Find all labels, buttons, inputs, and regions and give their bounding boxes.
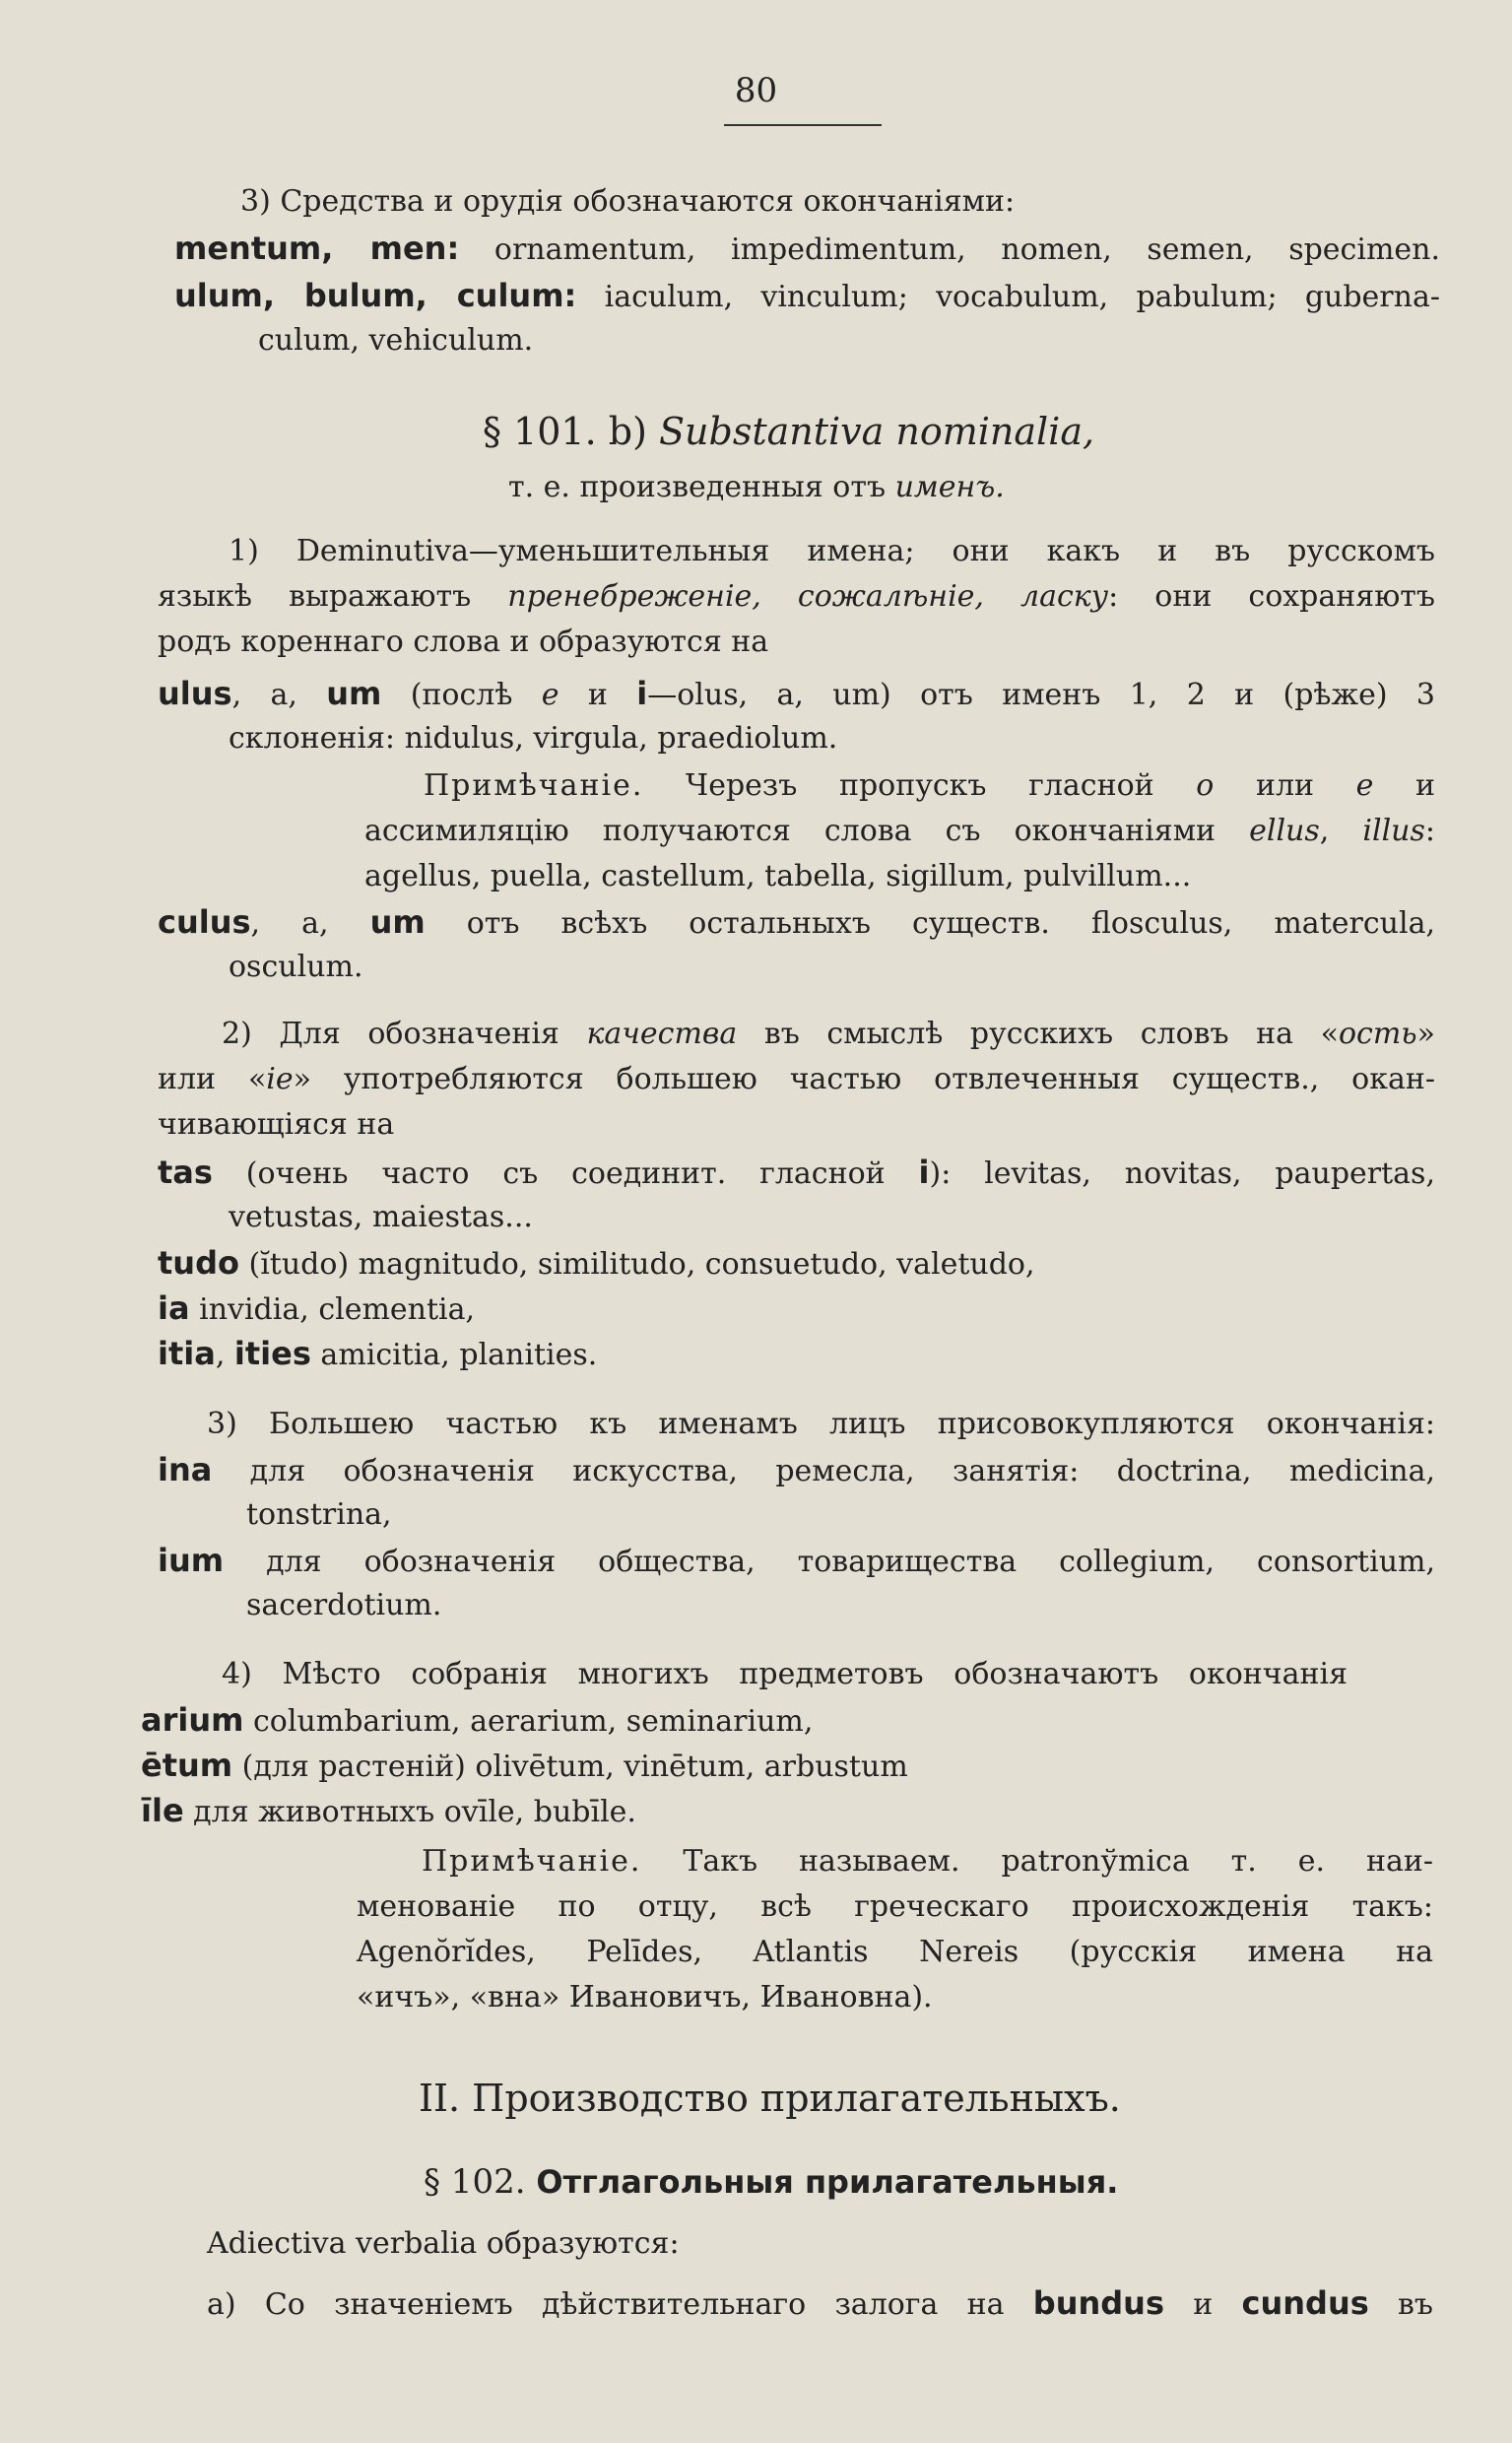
note-2-line-2: менованіе по отцу, всѣ греческаго происхожденія такъ: (357, 1889, 1433, 1924)
ia-line: ia invidia, clementia, (158, 1289, 476, 1327)
tas-line: tas (очень часто съ соединит. гласной i): levitas, novitas, paupertas, (158, 1154, 1435, 1191)
ium-line: ium для обозначенія общества, товарищества collegium, consortium, (158, 1542, 1435, 1579)
ulum-line: ulum, bulum, culum: iaculum, vinculum; vocabulum, pabulum; guberna- (174, 277, 1440, 314)
tas-line-cont: vetustas, maiestas... (229, 1200, 533, 1234)
ulus-line-cont: склоненія: nidulus, virgula, praediolum. (229, 721, 838, 756)
note-2-line-4: «ичъ», «вна» Ивановичъ, Ивановна). (357, 1980, 933, 2014)
etum-line: ētum (для растеній) olivētum, vinētum, arbustum (141, 1747, 908, 1784)
ulum-line-cont: culum, vehiculum. (258, 323, 534, 358)
page-number-rule (724, 124, 882, 126)
instruments-intro: 3) Средства и орудія обозначаются окончаніями: (240, 184, 1016, 219)
place-line-1: 4) Мѣсто собранія многихъ предметовъ обозначаютъ окончанія (222, 1657, 1348, 1691)
deminutiva-line-1: 1) Deminutiva—уменьшительныя имена; они какъ и въ русскомъ (229, 534, 1435, 568)
quality-line-1: 2) Для обозначенія качества въ смыслѣ русскихъ словъ на «ость» (222, 1017, 1436, 1051)
bundus-line: a) Со значеніемъ дѣйствительнаго залога на bundus и cundus въ (207, 2284, 1433, 2322)
deminutiva-line-3: родъ кореннаго слова и образуются на (158, 625, 769, 659)
itia-line: itia, ities amicitia, planities. (158, 1335, 598, 1372)
quality-line-2: или «іе» употребляются большею частью отвлеченныя существ., окан- (158, 1062, 1435, 1096)
note-1-line-3: agellus, puella, castellum, tabella, sigillum, pulvillum... (364, 859, 1192, 893)
note-1-line-1: Примѣчаніе. Черезъ пропускъ гласной o или e и (424, 768, 1436, 803)
section-102-title: § 102. Отглагольныя прилагательныя. (424, 2162, 1119, 2202)
culus-line-cont: osculum. (229, 950, 363, 984)
mentum-line: mentum, men: ornamentum, impedimentum, nomen, semen, specimen. (174, 230, 1441, 267)
chapter-heading: II. Производство прилагательныхъ. (419, 2077, 1121, 2120)
ile-line: īle для животныхъ ovīle, bubīle. (141, 1792, 636, 1829)
note-2-line-1: Примѣчаніе. Такъ называем. patronўmica т. е. наи- (422, 1844, 1433, 1879)
quality-line-3: чивающіяся на (158, 1107, 395, 1142)
section-101-title: § 101. b) Substantiva nominalia, (483, 410, 1095, 453)
ium-line-cont: sacerdotium. (246, 1588, 442, 1622)
ulus-line: ulus, a, um (послѣ e и i—olus, a, um) отъ именъ 1, 2 и (рѣже) 3 (158, 675, 1435, 712)
section-101-subtitle: т. е. произведенныя отъ именъ. (508, 470, 1005, 504)
note-1-line-2: ассимиляцію получаются слова съ окончаніями ellus, illus: (364, 814, 1435, 848)
culus-line: culus, a, um отъ всѣхъ остальныхъ существ. flosculus, matercula, (158, 903, 1435, 941)
note-2-line-3: Agenŏrĭdes, Pelīdes, Atlantis Nereis (русскія имена на (357, 1935, 1433, 1969)
page-number: 80 (734, 71, 778, 110)
persons-line-1: 3) Большею частью къ именамъ лицъ присовокупляются окончанія: (207, 1407, 1435, 1441)
deminutiva-line-2: языкѣ выражаютъ пренебреженіе, сожалѣніе, ласку: они сохраняютъ (158, 579, 1435, 614)
arium-line: arium columbarium, aerarium, seminarium, (141, 1701, 814, 1739)
tudo-line: tudo (ĭtudo) magnitudo, similitudo, consuetudo, valetudo, (158, 1244, 1035, 1282)
ina-line-cont: tonstrina, (246, 1497, 392, 1532)
verbal-adjectives-intro: Adiectiva verbalia образуются: (207, 2226, 680, 2261)
ina-line: ina для обозначенія искусства, ремесла, занятія: doctrina, medicina, (158, 1451, 1435, 1488)
